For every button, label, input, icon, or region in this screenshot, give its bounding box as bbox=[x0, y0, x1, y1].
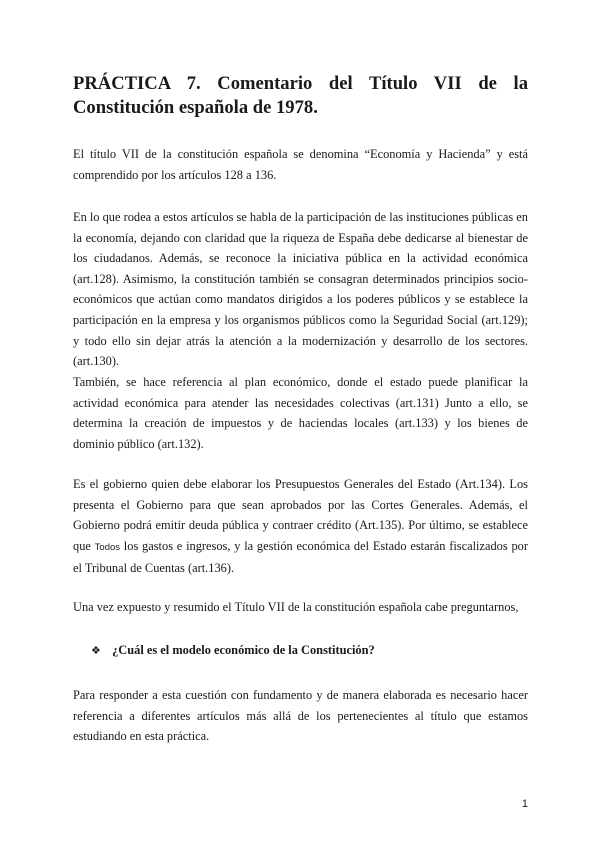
paragraph-budget-text-2: los gastos e ingresos, y la gestión económica del Estado estarán fiscalizados por el Tribunal de Cuentas (art.136). bbox=[73, 538, 528, 576]
paragraph-budget-inline-word: Todos bbox=[94, 541, 121, 553]
paragraph-economic-plan: También, se hace referencia al plan económico, donde el estado puede planificar la actividad económica para atender las necesidades colectivas (art.131) Junto a ello, se determina la creación de impuestos y de haciendas locales (art.133) y los bienes de dominio público (art.132). bbox=[73, 375, 528, 451]
diamond-bullet-icon: ❖ bbox=[91, 645, 101, 657]
question-text: ¿Cuál es el modelo económico de la Constitución? bbox=[112, 643, 375, 657]
question-bullet bbox=[91, 640, 491, 661]
paragraph-budget bbox=[73, 474, 528, 579]
paragraph-answer-intro: Para responder a esta cuestión con fundamento y de manera elaborada es necesario hacer referencia a diferentes artículos más allá de los pertenecientes al título que estamos estudiando en esta práctica. bbox=[73, 688, 528, 744]
paragraph-question-lead: Una vez expuesto y resumido el Título VII de la constitución española cabe preguntarnos, bbox=[73, 600, 519, 614]
paragraph-intro: El título VII de la constitución española se denomina “Economía y Hacienda” y está comprendido por los artículos 128 a 136. bbox=[73, 147, 528, 182]
page-number: 1 bbox=[521, 798, 528, 810]
paragraph-economy: En lo que rodea a estos artículos se habla de la participación de las instituciones públicas en la economía, dejando con claridad que la riqueza de España debe dedicarse al bienestar de los ciudadanos. Además, se reconoce la iniciativa pública en la actividad económica (art.128). Asimismo, la constitución también se consagran determinados principios socio-económicos que actúan como mandatos dirigidos a los poderes públicos y se establece la participación en la empresa y los organismos públicos como la Seguridad Social (art.129); y todo ello sin dejar atrás la atención a la modernización y desarrollo de los sectores. (art.130). bbox=[73, 210, 528, 369]
paragraph-budget-text-1: Es el gobierno quien debe elaborar los Presupuestos Generales del Estado (Art.134). Los presenta el Gobierno para que sean aprobados por las Cortes Generales. Además, el Gobierno podrá emitir deuda pública y contraer crédito (Art.135). Por último, se establece que bbox=[73, 477, 528, 553]
document-title: PRÁCTICA 7. Comentario del Título VII de la Constitución española de 1978. bbox=[73, 73, 528, 118]
